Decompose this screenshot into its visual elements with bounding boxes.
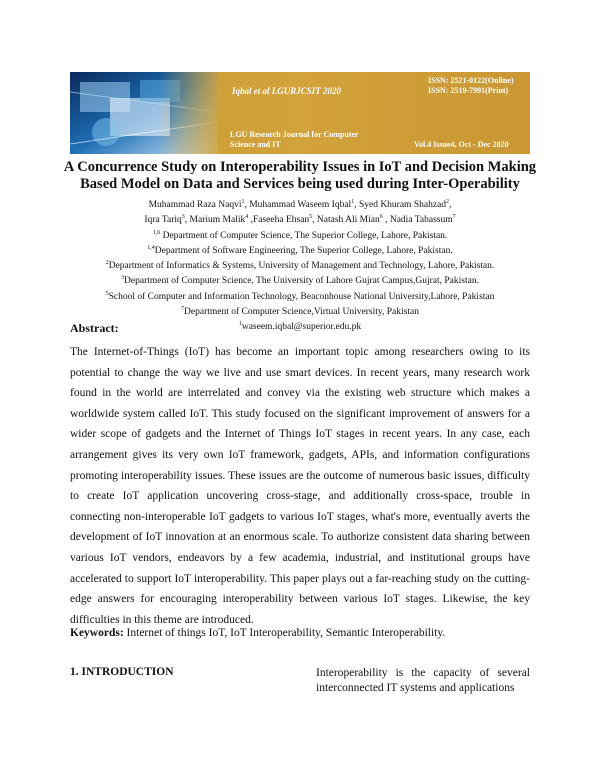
author-sup: 1 [351, 199, 355, 205]
author-sup: 3 [181, 214, 185, 221]
affiliation: $^3$Department of Computer Science, The University of Lahore Gujrat Campus,Gujrat, Pakistan. [121, 275, 479, 287]
affiliation: $^7$Department of Computer Science,Virtual University, Pakistan [181, 305, 419, 317]
abstract-body: The Internet-of-Things (IoT) has become an important topic among researchers owing to its potential to change the way we live and use smart devices. In recent years, many research work found in the world are interrelated and convey via the existing web structure which makes a worldwide system called IoT. This study focused on the significant improvement of answers for a wider scope of gadgets and the Internet of Things IoT stages in recent years. In any case, each arrangement gives its very own IoT framework, gadgets, APIs, and information configurations promoting interoperability issues. These issues are the outcome of numerous basic issues, difficulty to create IoT application uncovering cross-stage, and additionally cross-space, trouble in connecting non-interoperable IoT gadgets to various IoT stages, what's more, eventually averts the development of IoT innovation at an enormous scale. To authorize consistent data sharing between various IoT vendors, endeavors by a few academia, industrial, and institutional groups have accelerated to support IoT interoperability. This paper plays out a far-reaching study on the cutting-edge answers for encouraging interoperability between various IoT stages. Likewise, the key difficulties in this theme are introduced. [70, 346, 530, 626]
introduction-text: Interoperability is the capacity of several interconnected IT systems and applications [316, 667, 530, 694]
keywords [70, 627, 540, 639]
author-name: Muhammad Raza Naqvi [148, 200, 242, 211]
author-name: , Syed Khuram Shahzad [354, 200, 447, 211]
section-heading-introduction: 1. INTRODUCTION [70, 666, 174, 678]
banner-journal-full: LGU Research Journal for Computer Science and IT [230, 130, 359, 149]
banner-tech-image [70, 72, 218, 154]
affiliation: $^{1,6}$ Department of Computer Science, The Superior College, Lahore, Pakistan. [152, 229, 448, 241]
author-sup: 2 [446, 199, 450, 205]
abstract-heading: Abstract: [70, 321, 119, 335]
banner-volume: Vol.4 Issue4, Oct - Dec 2020 [414, 140, 509, 149]
author-sup: 6 [379, 214, 383, 221]
author-sup: 5 [309, 214, 313, 221]
author-name: , Marium Malik [184, 215, 246, 226]
author-name: , Nadia Tabassum [382, 215, 453, 226]
author-name: ,Faseeha Ehsan [248, 215, 310, 226]
author-block [40, 196, 560, 333]
banner-journal-short: Iqbal et al LGURJCSIT 2020 [232, 86, 342, 96]
keywords-label: Keywords: [70, 627, 124, 639]
author-name: , Natash Ali Mian [312, 215, 380, 226]
author-sup: 4 [245, 214, 249, 221]
banner-issn-print: ISSN: 2519-7991(Print) [428, 86, 509, 95]
author-name: Iqra Tariq [144, 215, 182, 226]
paper-title [40, 159, 560, 193]
keywords-text: Internet of things IoT, IoT Interoperability, Semantic Interoperability. [123, 627, 446, 639]
title-line-2: Based Model on Data and Services being used during Inter-Operability [80, 176, 520, 192]
affiliation: $^5$School of Computer and Information Technology, Beaconhouse National University,Lahore, Pakistan [105, 290, 495, 302]
author-punct: , [449, 200, 452, 211]
banner-issn-online: ISSN: 2521-0122(Online) [428, 76, 514, 85]
journal-banner [70, 72, 530, 154]
affiliation: $^2$Department of Informatics & Systems, University of Management and Technology, Lahore, Pakistan. [105, 260, 495, 272]
author-line-1 [40, 196, 560, 211]
author-name: , Muhammad Waseem Iqbal [244, 200, 352, 211]
title-line-1: A Concurrence Study on Interoperability Issues in IoT and Decision Making [63, 159, 537, 175]
author-sup: 1 [241, 199, 245, 205]
affiliation: $^{1,4}$Department of Software Engineering, The Superior College, Lahore, Pakistan. [147, 244, 453, 256]
author-sup: 7 [452, 214, 456, 221]
author-line-2 [40, 211, 560, 226]
affiliation-email: $^1$waseem.iqbal@superior.edu.pk [238, 321, 362, 333]
